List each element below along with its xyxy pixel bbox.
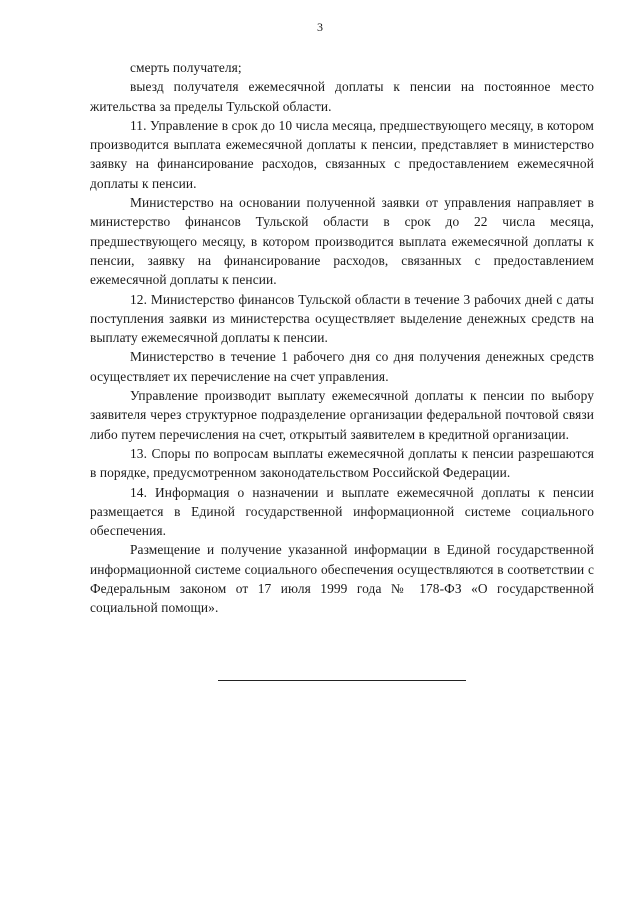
paragraph-ministry-transfer: Министерство в течение 1 рабочего дня со дня получения денежных средств осуществляет их перечисление на счет управления. — [90, 349, 594, 384]
paragraph-recipient-death: смерть получателя; — [130, 60, 242, 75]
paragraph-information-law: Размещение и получение указанной информации в Единой государственной информационной системе социального обеспечения осуществляются в соответствии с Федеральным законом от 17 июля 1999 года № 178-ФЗ «О государственной социальной помощи». — [90, 542, 594, 616]
paragraph-13-disputes: 13. Споры по вопросам выплаты ежемесячной доплаты к пенсии разрешаются в порядке, предусмотренном законодательством Российской Федерации. — [90, 445, 594, 481]
paragraph-14-information: 14. Информация о назначении и выплате ежемесячной доплаты к пенсии размещается в Единой государственной информационной системе социального обеспечения. — [90, 484, 594, 539]
paragraph-ministry-request: Министерство на основании полученной заявки от управления направляет в министерство финансов Тульской области в срок до 22 числа месяца, предшествующего месяцу, в котором производится выплата ежемесячной доплаты к пенсии, заявку на финансирование расходов, связанных с предоставлением ежемесячной доплаты к пенсии. — [90, 195, 594, 288]
end-divider — [218, 680, 466, 681]
page-number: 3 — [317, 20, 323, 34]
paragraph-payment-method: Управление производит выплату ежемесячной доплаты к пенсии по выбору заявителя через структурное подразделение организации федеральной почтовой связи либо путем перечисления на счет, открытый заявителем в кредитной организации. — [90, 388, 594, 442]
document-body — [90, 58, 594, 618]
paragraph-11-request: 11. Управление в срок до 10 числа месяца, предшествующего месяцу, в котором производится выплата ежемесячной доплаты к пенсии, представляет в министерство заявку на финансирование расходов, связанных с предоставлением ежемесячной доплаты к пенсии. — [90, 117, 594, 191]
paragraph-recipient-departure: выезд получателя ежемесячной доплаты к пенсии на постоянное место жительства за пределы Тульской области. — [90, 79, 594, 114]
paragraph-12-funds: 12. Министерство финансов Тульской области в течение 3 рабочих дней с даты поступления заявки из министерства осуществляет выделение денежных средств на выплату ежемесячной доплаты к пенсии. — [90, 291, 594, 346]
